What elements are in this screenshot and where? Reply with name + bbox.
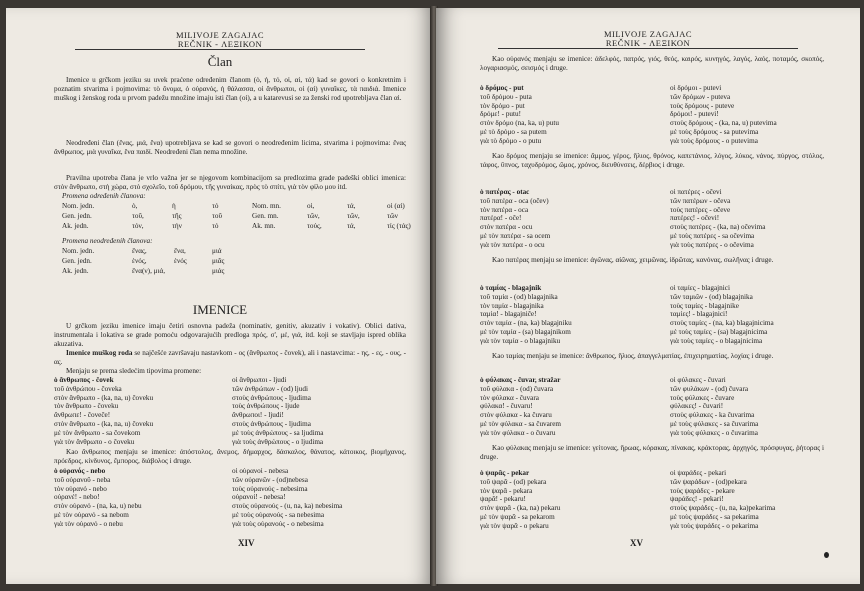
paragraph-types: Menjaju se prema sledećim tipovima promene: <box>66 367 202 375</box>
singular-form: φύλακα! - čuvaru! <box>480 402 533 411</box>
singular-form: γιὰ τὸν οὐρανό - o nebu <box>54 519 123 528</box>
singular-form: τοῦ ψαρᾶ - (od) pekara <box>480 477 547 486</box>
paragraph-indefinite: Neodređeni član (ἕνας, μιά, ἕνα) upotrebljava se kad se govori o neodređenim licima, stvarima i pojmovima: ἕνας ἄνθρωπος, μιὰ γυναῖκα, ἕνα παιδί. Neodređeni član nema množine. <box>54 139 406 156</box>
table-cell: τῆς <box>172 212 182 220</box>
table-cell: ἑνός, <box>132 257 147 265</box>
singular-form: ψαρᾶ! - pekaru! <box>480 495 526 504</box>
page-number-right: XV <box>630 538 643 548</box>
paragraph-masculine <box>54 349 406 367</box>
plural-form: τοὺς δρόμους - puteve <box>670 101 735 110</box>
plural-form: πατέρες! - očevi! <box>670 214 720 223</box>
plural-form: τῶν δρόμων - puteva <box>670 92 731 101</box>
plural-form: μὲ τοὺς ταμίες - (sa) blagajnicima <box>670 328 768 336</box>
plural-form: τοὺς οὐρανούς - nebesima <box>232 484 308 493</box>
plural-form: στοὺς ταμίες - (na, ka) blagajnicima <box>670 319 774 328</box>
paragraph-like-ouranos: Kao οὐρανός menjaju se imenice: ἀδελφός, πατρός, γιός, θεός, καιρός, κυνηγός, λαγός, λαός, ποταμός, σκοπός, λογαριασμός, σεισμός i druge. <box>480 55 824 72</box>
plural-form: ταμίες! - blagajnici! <box>670 310 728 319</box>
plural-form: γιὰ τοὺς δρόμους - o putevima <box>670 136 758 145</box>
singular-form: γιὰ τὸν ψαρᾶ - o pekaru <box>480 521 549 530</box>
table-cell: ἕνας, <box>132 247 147 255</box>
table-cell: τά, <box>347 202 356 210</box>
singular-form: τὸν ἄνθρωπο - čoveku <box>54 402 119 411</box>
table-cell: Gen. jedn. <box>62 257 92 265</box>
plural-form: οἱ οὐρανοί - nebesa <box>232 467 289 475</box>
header-author: MILIVOJE ZAGAJAC <box>175 30 265 40</box>
plural-form: οἱ πατέρες - očevi <box>670 188 722 196</box>
plural-form: στοὺς πατέρες - (ka, na) očevima <box>670 223 766 232</box>
table-cell: Ak. jedn. <box>62 222 89 230</box>
table-cell: τό <box>212 222 219 230</box>
plural-form: μὲ τοὺς δρόμους - sa putevima <box>670 128 759 136</box>
plural-form: στοὺς ἀνθρώπους - ljudima <box>232 393 311 402</box>
singular-form: στὸν ψαρᾶ - (ka, na) pekaru <box>480 504 561 513</box>
plural-form: οἱ φύλακες - čuvari <box>670 376 726 384</box>
plural-form: φύλακες! - čuvari! <box>670 402 724 411</box>
singular-form: ἄνθρωπε! - čoveče! <box>54 411 111 420</box>
table-cell: Gen. mn. <box>252 212 279 220</box>
table-cell: τῶν, <box>347 212 360 220</box>
singular-form: ὁ ψαρᾶς - pekar <box>480 469 530 477</box>
table-cell: μιά <box>212 247 222 255</box>
table-cell: Ak. mn. <box>252 222 276 230</box>
table-cell: ἑνός <box>174 257 187 265</box>
singular-form: τοῦ πατέρα - oca (očev) <box>480 196 549 205</box>
paragraph-like-dromos: Kao δρόμος menjaju se imenice: ἄμμος, γέρος, ἥλιος, θρόνος, καπετάνιος, λόγος, λύκος, νάνος, πύργος, στόλος, τάφος, ὕπνος, ταχυδρόμος, ὤμος, χρόνος, διευθύνσεις, δέρβιος i druge. <box>480 152 824 169</box>
table-cell: τοῦ <box>212 212 223 220</box>
table-cell: τήν <box>172 222 182 230</box>
table-cell: ἕνα(ν), μιά, <box>132 267 166 275</box>
singular-form: στὸν οὐρανό - (na, ka, u) nebu <box>54 502 142 511</box>
singular-form: τὸν ψαρᾶ - pekara <box>480 486 533 495</box>
singular-form: δρόμε! - putu! <box>480 110 521 119</box>
plural-form: τῶν ταμιῶν - (od) blagajnika <box>670 292 753 301</box>
plural-form: στοὺς φύλακες - ka čuvarima <box>670 411 755 420</box>
plural-form: γιὰ τοὺς ταμίες - o blagajnicima <box>670 336 763 345</box>
plural-form: ἄνθρωποι! - ljudi! <box>232 411 284 420</box>
table-cell: ἕνα, <box>174 247 186 255</box>
singular-form: μὲ τὸν φύλακα - sa čuvarem <box>480 420 561 428</box>
paragraph-like-pateras: Kao πατέρας menjaju se imenice: ἀγῶνας, αἰῶνας, χειμῶνας, ἱδρῶτας, κανόνας, σωλῆνας i druge. <box>492 256 774 264</box>
table-cell: τό <box>212 202 219 210</box>
plural-form: οἱ ψαράδες - pekari <box>670 469 727 477</box>
plural-form: τῶν φυλάκων - (od) čuvara <box>670 384 749 393</box>
plural-form: γιὰ τοὺς φύλακες - o čuvarima <box>670 428 758 437</box>
plural-form: ψαράδες! - pekari! <box>670 495 724 504</box>
masculine-text: se najčešće završavaju nastavkom - ος (ἄνθρωπος - čovek), ali i nastavcima: - ης, - ες, - ους, - ας. <box>54 349 407 366</box>
table-cell: οἱ, <box>307 202 315 210</box>
plural-form: τοὺς ταμίες - blagajnike <box>670 301 739 310</box>
table-cell: τά, <box>347 222 356 230</box>
singular-form: τὸν φύλακα - čuvara <box>480 393 539 402</box>
singular-form: τὸν δρόμο - put <box>480 101 525 110</box>
singular-form: γιὰ τὸν φύλακα - o čuvaru <box>480 428 556 437</box>
plural-form: στοὺς οὐρανούς - (u, na, ka) nebesima <box>232 502 343 511</box>
plural-form: τῶν ψαράδων - (od)pekara <box>670 477 747 486</box>
table-cell: ὁ, <box>132 202 138 210</box>
indefinite-table-title: Promena neodređenih članova: <box>62 237 153 245</box>
singular-form: τοῦ φύλακα - (od) čuvara <box>480 384 554 393</box>
table-cell: τῶν <box>387 212 398 220</box>
ink-speck <box>824 552 829 558</box>
singular-form: ὁ ἄνθρωπος - čovek <box>54 376 114 384</box>
masculine-label: Imenice muškog roda <box>66 349 133 357</box>
plural-form: μὲ τοὺς ἀνθρώπους - sa ljudima <box>232 428 324 437</box>
plural-form: μὲ τοὺς πατέρες - sa očevima <box>670 232 755 240</box>
plural-form: τοὺς ἀνθρώπους - ljude <box>232 402 300 411</box>
section-title-imenice: IMENICE <box>192 302 248 317</box>
singular-form: οὐρανέ! - nebo! <box>54 493 100 502</box>
plural-form: μὲ τοὺς φύλακες - sa čuvarima <box>670 420 759 428</box>
singular-form: τοῦ δρόμου - puta <box>480 92 532 101</box>
left-page <box>6 8 434 584</box>
singular-form: μὲ τὸν πατέρα - sa ocem <box>480 232 551 240</box>
plural-form: μὲ τοὺς ψαράδες - sa pekarima <box>670 513 759 521</box>
header-subtitle-right: REČNIK - ΛΕΞΙΚΟΝ <box>498 39 798 49</box>
table-cell: τίς (τάς) <box>387 222 411 230</box>
paragraph-intro: Imenice u grčkom jeziku su uvek praćene određenim članom (ὁ, ἡ, τό, οἱ, αἱ, τά) kad se govori o konkretnim i poznatim stvarima i pojmovima: τὸ ὄνομα, ὁ οὐρανός, ἡ θάλασσα, οἱ ἄνθρωποι, οἱ (αἱ) γυναῖκες, τὰ παιδιά. Imenice muškog i ženskog roda u prvom padežu množine imaju isti član (οἱ), a u katarevusi se za ženski rod upotrebljava član αἱ. <box>54 76 406 102</box>
singular-form: στὸν ταμία - (na, ka) blagajniku <box>480 319 572 328</box>
singular-form: ὁ ταμίας - blagajnik <box>480 284 542 292</box>
plural-form: γιὰ τοὺς οὐρανούς - o nebesima <box>232 519 324 528</box>
singular-form: στὸν πατέρα - ocu <box>480 223 533 232</box>
plural-form: τοὺς φύλακες - čuvare <box>670 393 735 402</box>
plural-form: μὲ τοὺς οὐρανούς - sa nebesima <box>232 511 325 519</box>
table-cell: Nom. jedn. <box>62 247 95 255</box>
singular-form: στὸν δρόμο (na, ka, u) putu <box>480 119 559 128</box>
singular-form: ὁ δρόμος - put <box>480 84 524 92</box>
singular-form: τὸν ταμία - blagajnika <box>480 301 544 310</box>
singular-form: μὲ τὸν ἄνθρωπο - sa čovekom <box>54 428 141 437</box>
singular-form: τοῦ οὐρανοῦ - neba <box>54 475 111 484</box>
paragraph-like-anthropos: Kao ἄνθρωπος menjaju se imenice: ἀπόστολος, ἄνεμος, δήμαρχος, δάσκαλος, θάνατος, κάτοικος, βιομήχανος, πρόεδρος, κίνδυνος, ἔμπορος, διάβολος i druge. <box>54 448 406 465</box>
plural-form: γιὰ τοὺς πατέρες - o očevima <box>670 240 754 249</box>
singular-form: πατέρα! - oče! <box>480 214 522 223</box>
table-cell: οἱ (αἱ) <box>387 202 405 210</box>
paragraph-usage: Pravilna upotreba člana je vrlo važna jer se njegovom kombinacijom sa predlozima grade padeški oblici imenica: στὸν ἄνθρωπο, στὴ χώρα, στὸ σχολεῖο, τοῦ δρόμου, τῆς γυναίκας, πρὸς τὸ σπίτι, γιὰ τὸν φίλο μου itd. <box>54 174 406 191</box>
plural-form: τοὺς πατέρες - očeve <box>670 205 731 214</box>
singular-form: τοῦ ἀνθρώπου - čoveka <box>54 384 122 393</box>
header-author-right: MILIVOJE ZAGAJAC <box>603 29 693 39</box>
table-cell: Ak. jedn. <box>62 267 89 275</box>
plural-form: στοὺς ἀνθρώπους - ljudima <box>232 420 311 428</box>
singular-form: μὲ τὸν ψαρᾶ - sa pekarom <box>480 513 555 521</box>
plural-form: οἱ ἄνθρωποι - ljudi <box>232 376 287 384</box>
plural-form: τοὺς ψαράδες - pekare <box>670 486 735 495</box>
definite-table-title: Promena određenih članova: <box>62 192 146 200</box>
plural-form: γιὰ τοὺς ἀνθρώπους - o ljudima <box>232 437 324 446</box>
singular-form: στὸν ἄνθρωπο - (ka, na, u) čoveku <box>54 420 154 428</box>
plural-form: τῶν ἀνθρώπων - (od) ljudi <box>232 384 308 393</box>
table-cell: μιάς <box>212 267 225 275</box>
singular-form: τὸν οὐρανό - nebo <box>54 484 107 493</box>
table-cell: Gen. jedn. <box>62 212 92 220</box>
singular-form: γιὰ τὸν πατέρα - o ocu <box>480 240 545 249</box>
table-cell: Nom. jedn. <box>62 202 95 210</box>
singular-form: γιὰ τὸν ταμία - o blagajniku <box>480 336 561 345</box>
plural-form: οἱ ταμίες - blagajnici <box>670 284 730 292</box>
plural-form: δρόμοι! - putevi! <box>670 110 719 119</box>
table-cell: τοῦ, <box>132 212 144 220</box>
singular-form: μὲ τὸν οὐρανό - sa nebom <box>54 511 129 519</box>
table-cell: τῶν, <box>307 212 320 220</box>
table-cell: τούς, <box>307 222 322 230</box>
singular-form: γιὰ τὸ δρόμο - o putu <box>480 136 542 145</box>
plural-form: γιὰ τοὺς ψαράδες - o pekarima <box>670 521 759 530</box>
right-page <box>436 8 860 584</box>
section-title-clan: Član <box>207 54 233 69</box>
paragraph-like-fylakas: Kao φύλακας menjaju se imenice: γείτονας, ἥρωας, κόρακας, πίνακας, κράκτορας, ἀρχηγός, πρόσφυγας, ῥήτορας i druge. <box>480 444 824 461</box>
table-cell: Nom. mn. <box>252 202 281 210</box>
singular-form: μὲ τὸν ταμία - (sa) blagajnikom <box>480 328 571 336</box>
singular-form: ὁ οὐρανός - nebo <box>54 467 106 475</box>
table-cell: ἡ <box>172 202 176 210</box>
singular-form: ὁ πατέρας - otac <box>480 188 530 196</box>
singular-form: τοῦ ταμία - (od) blagajnika <box>480 292 558 301</box>
table-cell: τόν, <box>132 222 144 230</box>
plural-form: στοὺς ψαράδες - (u, na, ka)pekarima <box>670 504 776 513</box>
plural-form: οὐρανοί! - nebesa! <box>232 493 286 502</box>
singular-form: γιὰ τὸν ἄνθρωπο - o čoveku <box>54 437 135 446</box>
singular-form: ὁ φύλακας - čuvar, stražar <box>480 376 561 384</box>
running-header <box>6 31 434 50</box>
singular-form: μὲ τὸ δρόμο - sa putem <box>480 128 547 136</box>
paragraph-cases: U grčkom jeziku imenice imaju četiri osnovna padeža (nominativ, genitiv, akuzativ i vokativ). Oblici dativa, instrumentala i lokativa se grade pomoću odgovarajućih predloga πρός, σ', μέ, γιά, itd. koji se stavljaju ispred oblika akuzativa. <box>54 322 406 348</box>
plural-form: τῶν πατέρων - očeva <box>670 196 731 205</box>
singular-form: στὸν φύλακα - ka čuvaru <box>480 411 552 420</box>
page-number-left: XIV <box>238 538 255 548</box>
plural-form: στοὺς δρόμους - (ka, na, u) putevima <box>670 119 777 128</box>
table-cell: μιᾶς <box>212 257 225 265</box>
running-header-right <box>436 30 860 49</box>
plural-form: οἱ δρόμοι - putevi <box>670 84 722 92</box>
header-subtitle: REČNIK - ΛΕΞΙΚΟΝ <box>75 40 365 50</box>
plural-form: τῶν οὐρανῶν - (od)nebesa <box>232 475 308 484</box>
singular-form: ταμία! - blagajniče! <box>480 310 537 319</box>
singular-form: τὸν πατέρα - oca <box>480 205 529 214</box>
singular-form: στὸν ἄνθρωπο - (ka, na, u) čoveku <box>54 393 154 402</box>
paragraph-like-tamias: Kao ταμίας menjaju se imenice: ἄνθρωπος, ἥλιος, ἀπαγγελματίας, ἐπιχειρηματίας, λοχίας i druge. <box>492 352 774 360</box>
